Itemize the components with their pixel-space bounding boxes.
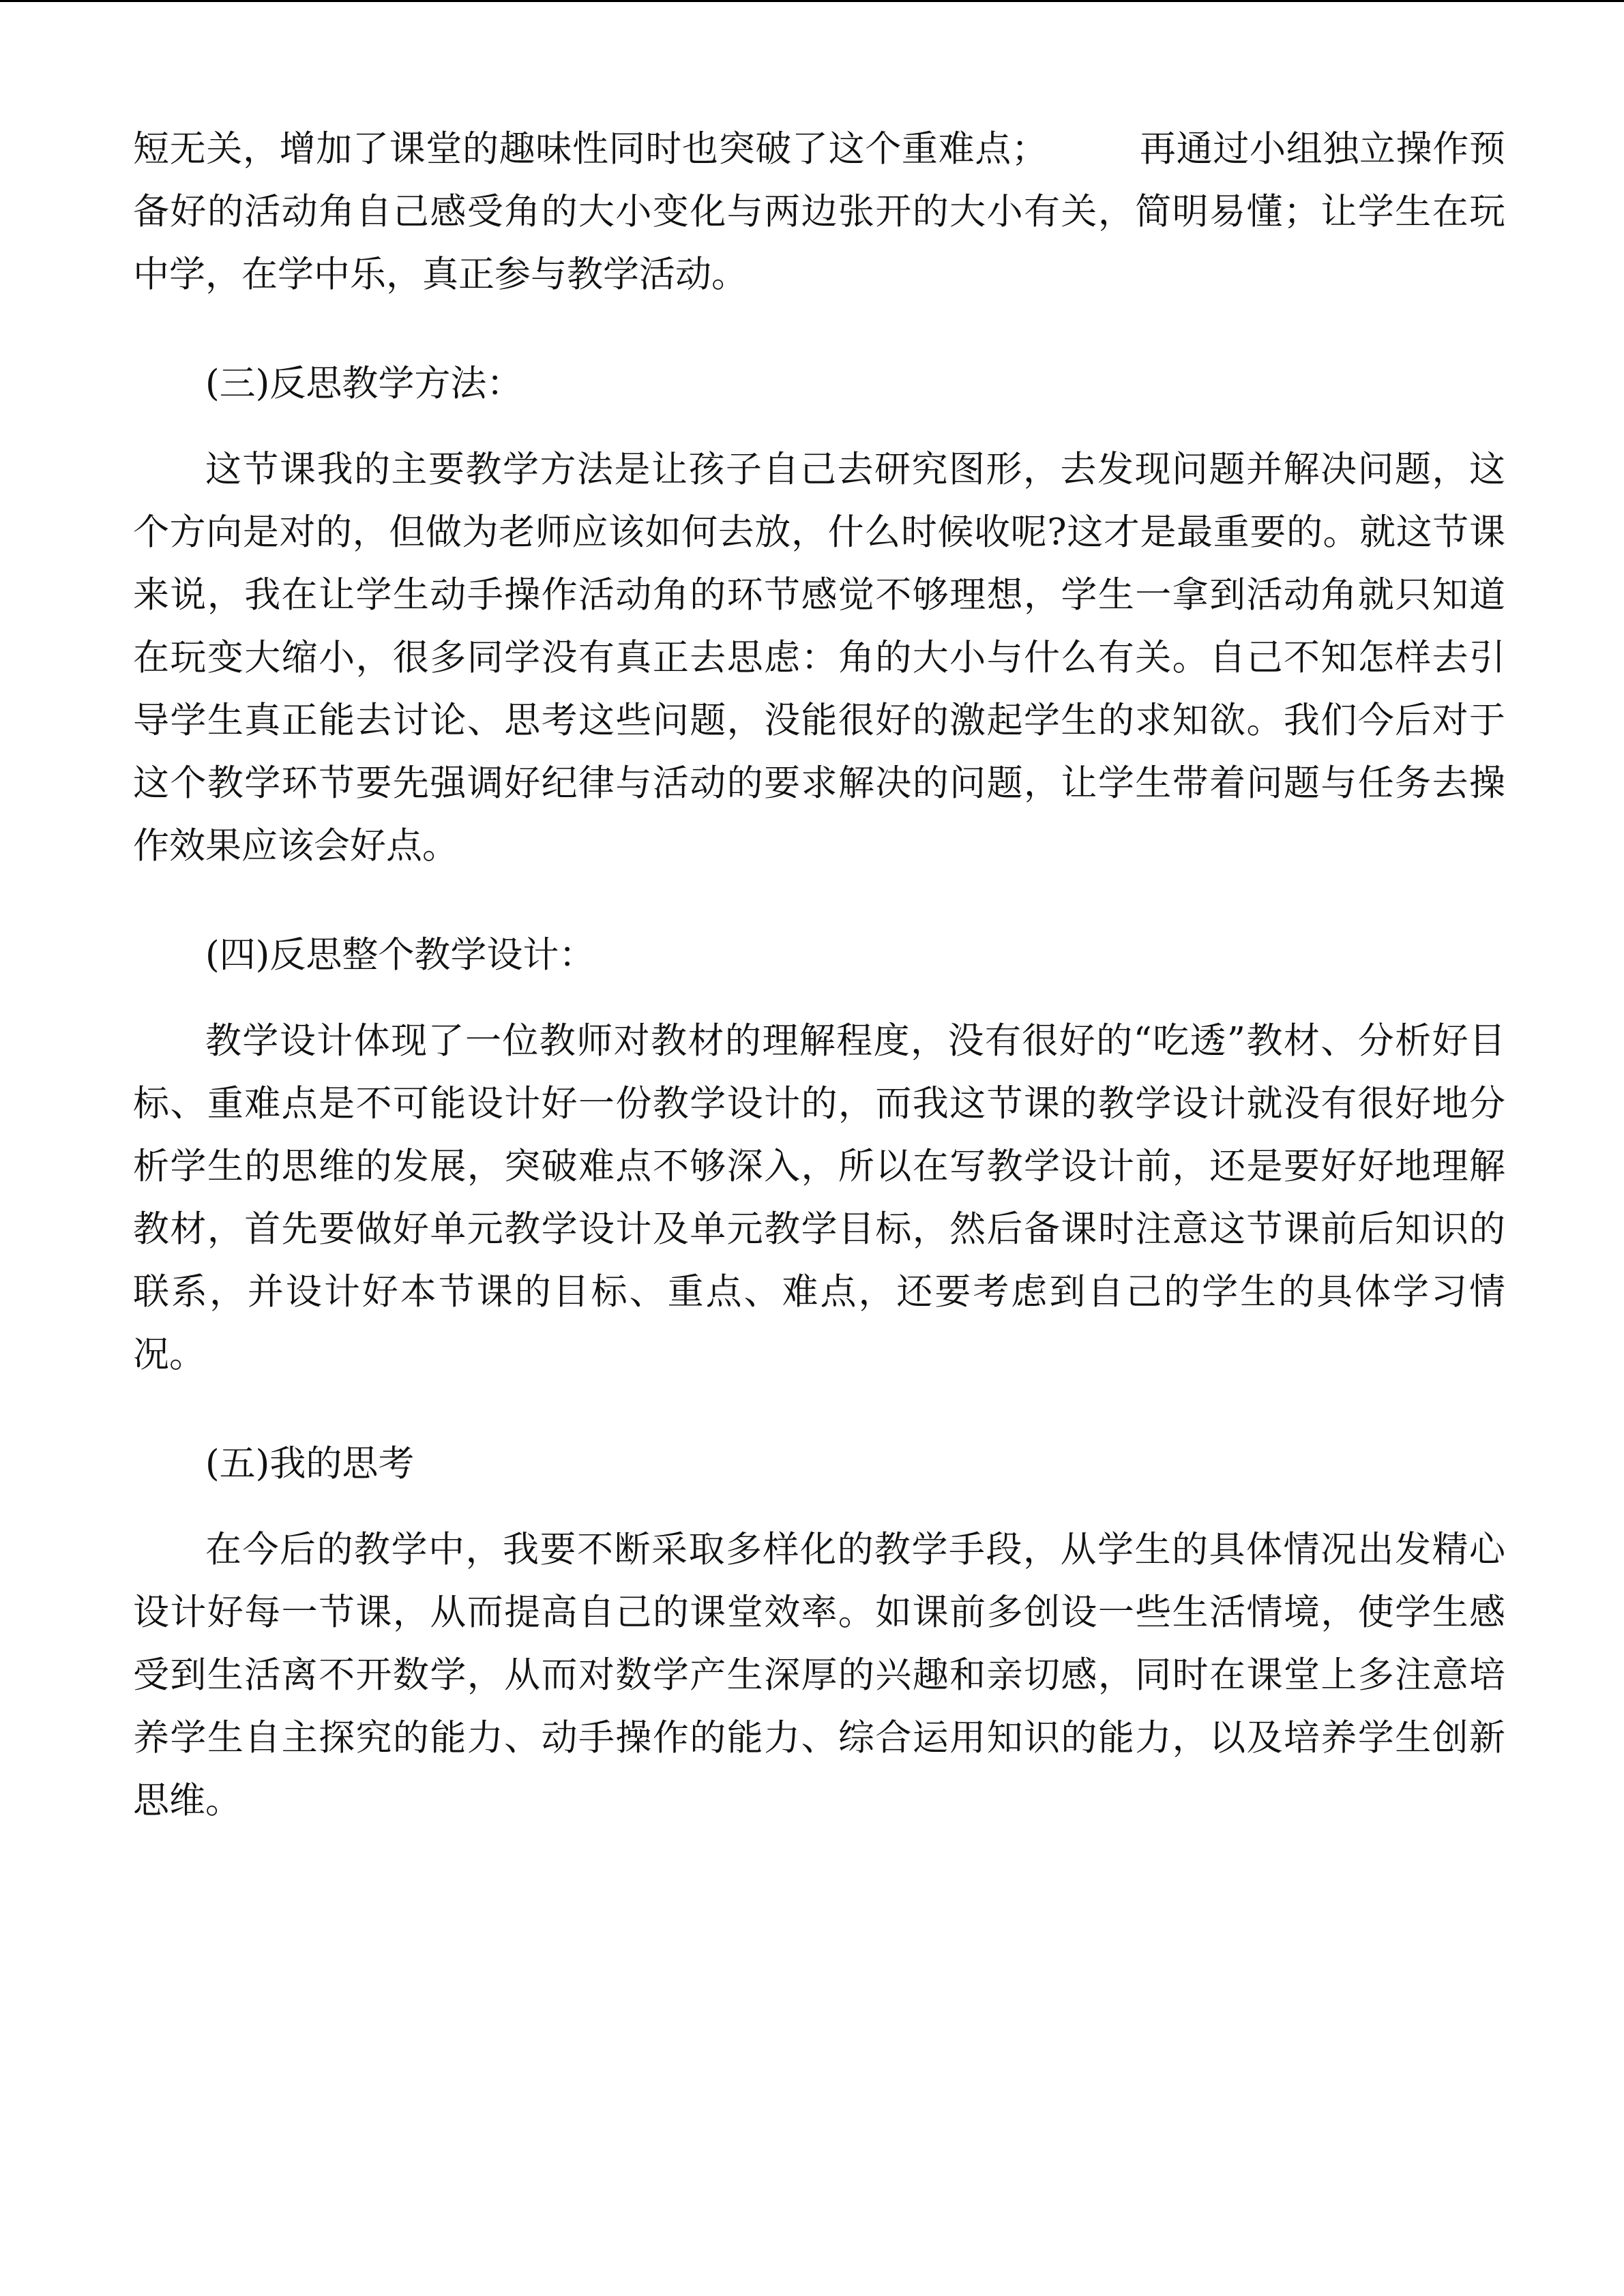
intro-paragraph: 短无关，增加了课堂的趣味性同时也突破了这个重难点； 再通过小组独立操作预备好的活动角自己感受角的大小变化与两边张开的大小有关，简明易懂；让学生在玩中学，在学中乐，真正参与教学活动。 (133, 128, 1505, 295)
section-heading-5: (五)我的思考 (205, 1443, 415, 1485)
section-4-paragraph: 教学设计体现了一位教师对教材的理解程度，没有很好的“吃透”教材、分析好目标、重难点是不可能设计好一份教学设计的，而我这节课的教学设计就没有很好地分析学生的思维的发展，突破难点不够深入，所以在写教学设计前，还是要好好地理解教材，首先要做好单元教学设计及单元教学目标，然后备课时注意这节课前后知识的联系，并设计好本节课的目标、重点、难点，还要考虑到自己的学生的具体学习情况。 (133, 1020, 1505, 1375)
page-body (133, 118, 1505, 1855)
section-5-paragraph: 在今后的教学中，我要不断采取多样化的教学手段，从学生的具体情况出发精心设计好每一节课，从而提高自己的课堂效率。如课前多创设一些生活情境，使学生感受到生活离不开数学，从而对数学产生深厚的兴趣和亲切感，同时在课堂上多注意培养学生自主探究的能力、动手操作的能力、综合运用知识的能力，以及培养学生创新思维。 (133, 1529, 1505, 1821)
section-3-paragraph: 这节课我的主要教学方法是让孩子自己去研究图形，去发现问题并解决问题，这个方向是对的，但做为老师应该如何去放，什么时候收呢?这才是最重要的。就这节课来说，我在让学生动手操作活动角的环节感觉不够理想，学生一拿到活动角就只知道在玩变大缩小，很多同学没有真正去思虑：角的大小与什么有关。自己不知怎样去引导学生真正能去讨论、思考这些问题，没能很好的激起学生的求知欲。我们今后对于这个教学环节要先强调好纪律与活动的要求解决的问题，让学生带着问题与任务去操作效果应该会好点。 (133, 449, 1505, 867)
section-teaching-methods (133, 329, 1505, 878)
section-my-thoughts (133, 1410, 1505, 1832)
section-teaching-design (133, 901, 1505, 1386)
section-heading-3: (三)反思教学方法： (205, 363, 523, 404)
intro-continuation-block (133, 118, 1505, 306)
section-heading-4: (四)反思整个教学设计： (205, 934, 595, 976)
